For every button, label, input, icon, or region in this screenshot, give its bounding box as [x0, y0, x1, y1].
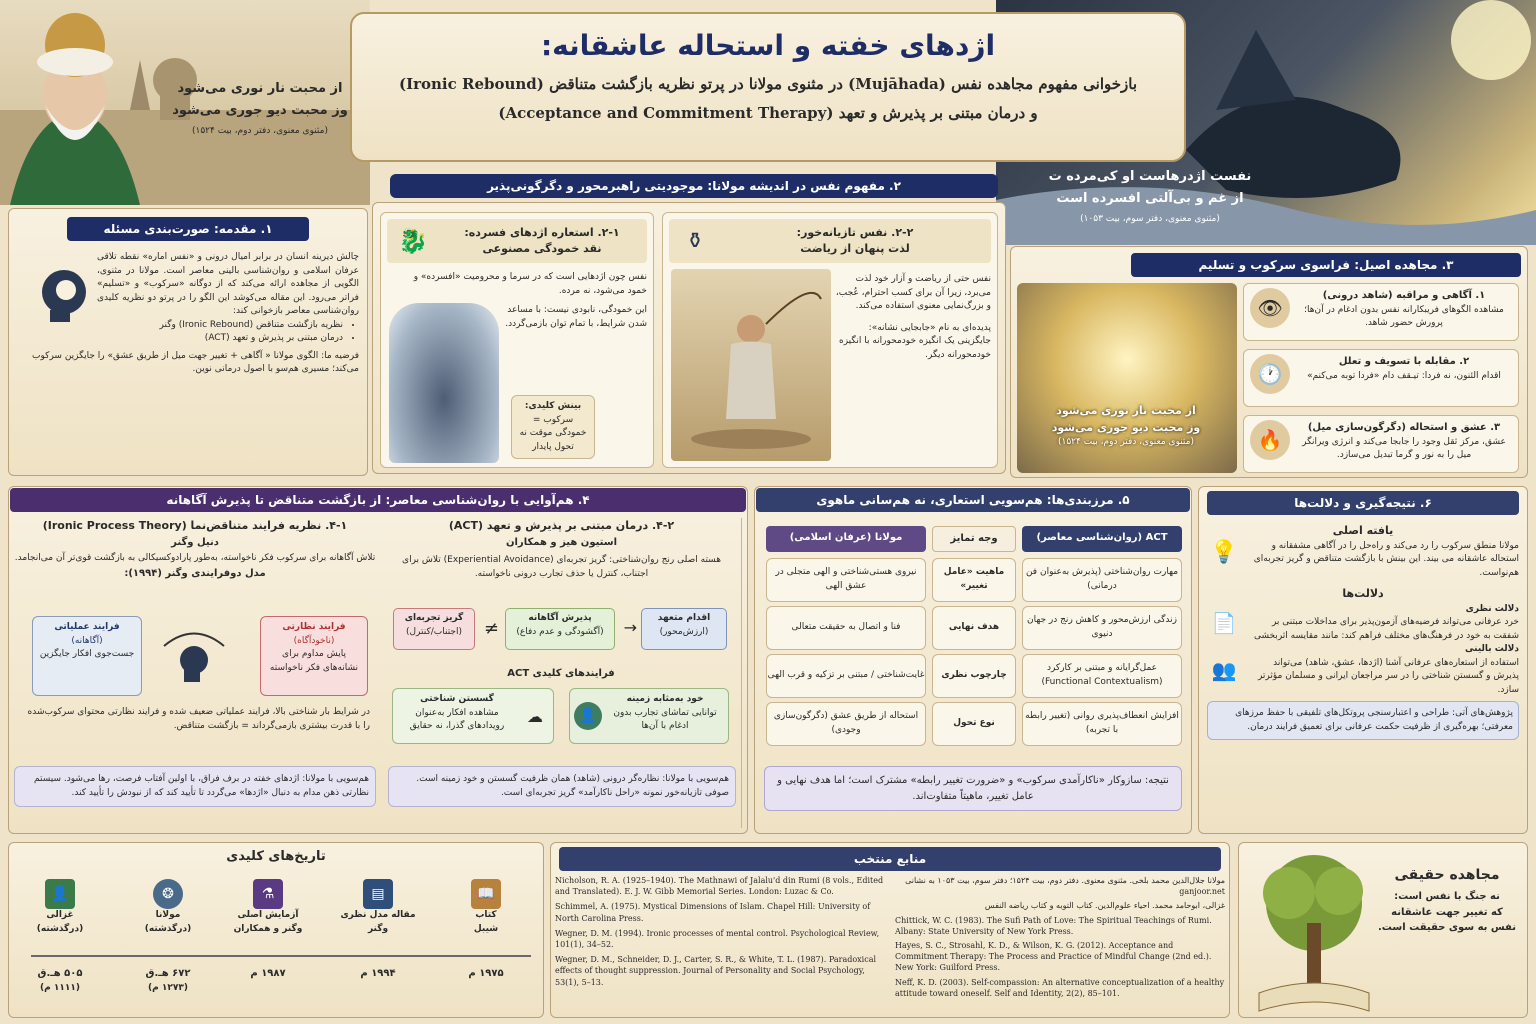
ironic-title2: دنیل وگنر	[171, 536, 219, 548]
reference-item: Wegner, D. M. (1994). Ironic processes of mental control. Psychological Review, 101(1), 34–52.	[555, 928, 880, 949]
left-quote-ref: (مثنوی معنوی، دفتر دوم، بیت ۱۵۲۴)	[192, 126, 328, 137]
table-row	[762, 654, 1182, 698]
operating-text: جست‌جوی افکار جایگزین	[39, 649, 135, 659]
cell-rumi: فنا و اتصال به حقیقت متعالی	[766, 606, 926, 650]
journal-icon: ▤	[363, 879, 393, 909]
self-as-context-box	[569, 688, 729, 744]
event-date: ۶۷۲ هـ.ق	[145, 968, 191, 979]
person-icon: 👤	[45, 879, 75, 909]
clock-icon: 🕐	[1250, 354, 1290, 394]
event-label: مولانا	[155, 910, 181, 920]
cell-rumi: استحاله از طریق عشق (دگرگون‌سازی وجودی)	[766, 702, 926, 746]
closing-line2: که تغییر جهت عاشقانه	[1391, 906, 1503, 918]
card-whipped-text1: نفس حتی از ریاضت و آزار خود لذت می‌برد، زیرا آن برای کسب احترام، عُجب، و بزرگ‌نمایی معنوی استفاده می‌کند.	[835, 274, 991, 311]
operating-process-box	[32, 616, 142, 696]
monitoring-text: پایش مداوم برای نشانه‌های فکر ناخواسته	[269, 649, 359, 673]
timeline-event	[451, 879, 521, 982]
page-subtitle-1: بازخوانی مفهوم مجاهده نفس (Mujāhada) در مثنوی مولانا در پرتو نظریه بازگشت متناقض (Ironic Rebound)	[398, 75, 1138, 94]
self-context-title: خود به‌مثابه زمینه	[626, 694, 704, 704]
finding-text: مولانا منطق سرکوب را رد می‌کند و راه‌حل را در آگاهی مشفقانه و استحاله عاشقانه می بیند. این بینش با بازگشت متناقض و گریز تجربه‌ای هم‌نواست.	[1253, 540, 1519, 578]
cell-act: عمل‌گرایانه و مبتنی بر کارکرد (Functional Contextualism)	[1022, 654, 1182, 698]
boundaries-conclusion: نتیجه: سازوکار «ناکارآمدی سرکوب» و «ضرورت تغییر رابطه» مشترک است؛ اما هدف نهایی و عامل تغییر، ماهیتاً متفاوت‌اند.	[764, 766, 1182, 811]
implications-title: دلالت‌ها	[1342, 587, 1384, 600]
thought-cloud-icon: ☁	[527, 706, 543, 726]
card-whipped-self	[662, 212, 998, 468]
list-item: • درمان مبتنی بر پذیرش و تعهد (ACT)	[17, 332, 343, 346]
act-title1: ۴-۲. درمان مبتنی بر پذیرش و تعهد (ACT)	[448, 519, 675, 532]
defusion-box	[392, 688, 554, 744]
cell-rumi: نیروی هستی‌شناختی و الهی متجلی در عشق الهی	[766, 558, 926, 602]
step-love	[1243, 415, 1519, 473]
cell-act: مهارت روان‌شناختی (پذیرش به‌عنوان فن درمانی)	[1022, 558, 1182, 602]
section-intro-title: ۱. مقدمه: صورت‌بندی مسئله	[67, 217, 309, 241]
ironic-conclusion: در شرایط بار شناختی بالا، فرایند عملیاتی ضعیف شده و فرایند نظارتی محتوای سرکوب‌شده را با قدرت بیشتری بازمی‌گرداند = بازگشت متناقض.	[27, 707, 370, 731]
card-frozen-title2: نقد خمودگی مصنوعی	[482, 242, 602, 255]
clinical-text: استفاده از استعاره‌های عرفانی آشنا (اژدها، عشق، شاهد) می‌تواند پذیرش و گسستن شناختی را در سر مراجعان ایرانی و مسلمان مؤثرتر سازد.	[1257, 657, 1519, 695]
cell-act: زندگی ارزش‌محور و کاهش رنج در جهان دنیوی	[1022, 606, 1182, 650]
timeline-event	[133, 879, 203, 995]
head-arrows-icon	[154, 626, 234, 686]
finding-title: یافته اصلی	[1332, 524, 1394, 537]
right-quote	[1040, 166, 1260, 224]
timeline-event	[338, 879, 418, 982]
commitment-box	[641, 608, 727, 650]
event-date: ۵۰۵ هـ.ق	[37, 968, 83, 979]
reference-item-fa: غزالی، ابوحامد محمد. احیاء علوم‌الدین. کتاب التوبه و کتاب ریاضه النفس	[984, 901, 1225, 911]
intro-hypothesis: فرضیه ما: الگوی مولانا « آگاهی + تغییر جهت میل از طریق عشق» را جایگزین سرکوب می‌کند؛ مسیری هم‌سو با اصول درمانی نوین.	[32, 350, 359, 374]
monitoring-title: فرایند نظارتی	[282, 622, 346, 632]
mujahada-quote-line2: وز محبت دیو جوری می‌شود	[1051, 420, 1201, 434]
defusion-text: مشاهده افکار به‌عنوان رویدادهای گذرا، نه حقایق	[409, 707, 505, 731]
self-context-text: توانایی تماشای تجارب بدون ادغام با آن‌ها	[613, 707, 717, 731]
left-quote-line1: از محبت نار نوری می‌شود	[177, 81, 343, 96]
event-date2: (۱۱۱۱ م)	[40, 982, 80, 993]
closing-title: مجاهده حقیقی	[1394, 867, 1500, 883]
ascetic-illustration	[671, 269, 831, 461]
eye-icon: 👁	[1250, 288, 1290, 328]
head-brain-icon	[29, 259, 99, 329]
act-title2: استیون هیز و همکاران	[505, 536, 618, 548]
acceptance-box	[505, 608, 615, 650]
section-intro	[8, 208, 368, 476]
table-row	[762, 558, 1182, 602]
dragon-head-icon: 🐉	[398, 227, 428, 255]
closing-text	[1377, 867, 1517, 936]
not-equal-icon: ≠	[483, 618, 499, 639]
right-quote-line2: از غم و بی‌آلتی افسرده است	[1056, 191, 1244, 207]
col-act-header: ACT (روان‌شناسی معاصر)	[1022, 526, 1182, 552]
lab-icon: ⚗	[253, 879, 283, 909]
lamp-icon: ⚱	[685, 228, 705, 254]
reference-item: Chittick, W. C. (1983). The Sufi Path of Love: The Spiritual Teachings of Rumi. Albany: State University of New York Press.	[895, 915, 1212, 936]
event-sub: وگنر	[367, 923, 389, 934]
cell-rumi: غایت‌شناختی / مبتنی بر تزکیه و قرب الهی	[766, 654, 926, 698]
insight-title: بینش کلیدی:	[524, 401, 582, 411]
ironic-text: تلاش آگاهانه برای سرکوب فکر ناخواسته، به‌طور پارادوکسیکالی به بازگشت قوی‌تر آن می‌انجامد.	[14, 553, 376, 563]
section-contemporary-title: ۴. هم‌آوایی با روان‌شناسی معاصر: از بازگشت متناقض تا پذیرش آگاهانه	[10, 488, 746, 512]
document-search-icon: 📄	[1211, 610, 1237, 635]
tree-book-illustration	[1239, 843, 1389, 1018]
step-title: ۲. مقابله با تسویف و تعلل	[1338, 356, 1470, 367]
card-whipped-text2: پدیده‌ای به نام «جابجایی نشانه»: جایگزینی یک انگیزه خودمحورانه با انگیزه خودمحورانه دیگر.	[838, 322, 991, 360]
timeline-event	[25, 879, 95, 995]
lightbulb-icon: 💡	[1210, 539, 1238, 565]
right-quote-line1: نفست اژدرهاست او کی‌مرده ت	[1048, 169, 1252, 184]
section-self-title: ۲. مفهوم نفس در اندیشه مولانا: موجودیتی راهبرمحور و دگرگونی‌پذیر	[390, 174, 998, 198]
card-whipped-title2: لذت پنهان از ریاضت	[800, 242, 910, 255]
ironic-model: مدل دوفرایندی وگنر (۱۹۹۴):	[124, 567, 266, 579]
right-quote-ref: (مثنوی معنوی، دفتر سوم، بیت ۱۰۵۳)	[1080, 214, 1220, 225]
reference-item-fa: مولانا جلال‌الدین محمد بلخی. مثنوی معنوی. دفتر دوم، بیت ۱۵۲۴؛ دفتر سوم، بیت ۱۰۵۳ به نشانی ganjoor.net	[905, 876, 1225, 897]
section-conclusion	[1198, 486, 1528, 834]
section-mujahada	[1010, 246, 1528, 478]
mujahada-quote-ref: (مثنوی معنوی، دفتر دوم، بیت ۱۵۲۴)	[1058, 437, 1194, 447]
act-column	[382, 518, 742, 828]
cell-act: افزایش انعطاف‌پذیری روانی (تغییر رابطه با تجربه)	[1022, 702, 1182, 746]
cell-aspect: نوع تحول	[932, 702, 1016, 746]
event-date2: (۱۲۷۳ م)	[148, 982, 188, 993]
col-rumi-header: مولانا (عرفان اسلامی)	[766, 526, 926, 552]
avoidance-title: گریز تجربه‌ای	[404, 613, 464, 623]
commitment-sub: (ارزش‌محور)	[659, 626, 709, 637]
page-subtitle-2: و درمان مبتنی بر پذیرش و تعهد (Acceptance and Commitment Therapy)	[498, 104, 1038, 123]
closing-line1: نه جنگ با نفس است:	[1394, 891, 1500, 902]
intro-paragraph: چالش دیرینه انسان در برابر امیال درونی و «نفس اماره» نقطه تلاقی عرفان اسلامی و روان‌شناسی بالینی معاصر است. مولانا در مثنوی، الگویی از مجاهده ارائه می‌کند که از دوگانه «سرکوب» و «تسلیم» فراتر می‌رود. این مقاله می‌کوشد این الگو را در پرتو دو نظریه کلیدی روان‌شناسی معاصر بازخوانی کند:	[97, 252, 359, 316]
acceptance-sub: (آگشودگی و عدم دفاع)	[516, 626, 604, 637]
flame-icon: 🔥	[1250, 420, 1290, 460]
ironic-process-column	[14, 518, 376, 828]
globe-icon: ❂	[153, 879, 183, 909]
theory-title: دلالت نظری	[1465, 603, 1519, 614]
avoidance-box	[393, 608, 475, 650]
operating-title: فرایند عملیاتی	[54, 622, 120, 632]
event-sub: (درگذشته)	[144, 923, 192, 934]
step-title: ۳. عشق و استحاله (دگرگون‌سازی میل)	[1307, 422, 1501, 433]
defusion-title: گسستن شناختی	[420, 694, 494, 704]
step-awareness	[1243, 283, 1519, 341]
mujahada-quote	[1021, 403, 1231, 450]
card-frozen-text2: این خمودگی، نابودی نیست: با مساعد شدن شرایط، با تمام توان بازمی‌گردد.	[505, 305, 647, 329]
reference-item: Hayes, S. C., Strosahl, K. D., & Wilson, K. G. (2012). Acceptance and Commitment Therapy: The Process and Practice of Mindful Change (2nd ed.). New York: Guilford Press.	[895, 940, 1212, 973]
frozen-dragon-illustration	[389, 303, 499, 463]
insight-text: سرکوب = خمودگی موقت نه تحول پایدار	[519, 414, 587, 452]
step-text: اقدام الئنون، نه فردا: تیـقف دام «فردا توبه می‌کنم»	[1307, 370, 1501, 381]
section-boundaries-title: ۵. مرزبندی‌ها: هم‌سویی استعاری، نه هم‌سانی ماهوی	[756, 488, 1190, 512]
act-text: هسته اصلی رنج روان‌شناختی: گریز تجربه‌ای (Experiential Avoidance) تلاش برای اجتناب، کنترل یا حذف تجارب درونی ناخواسته.	[402, 555, 721, 579]
closing-line3: نفس به سوی حقیقت است.	[1377, 922, 1517, 933]
step-title: ۱. آگاهی و مراقبه (شاهد درونی)	[1322, 290, 1486, 301]
commitment-title: اقدام متعهد	[657, 613, 711, 623]
ironic-title1: ۴-۱. نظریه فرایند متناقض‌نما (Ironic Process Theory)	[42, 519, 348, 532]
card-whipped-title1: ۲-۲. نفس تازیانه‌خور:	[796, 225, 914, 239]
reference-item: Wegner, D. M., Schneider, D. J., Carter, S. R., & White, T. L. (1987). Paradoxical effects of thought suppression. Journal of Personality and Social Psychology, 53(1), 5–13.	[555, 955, 877, 987]
reference-item: Neff, K. D. (2003). Self-compassion: An alternative conceptualization of a healthy attitude toward oneself. Self and Identity, 2(2), 85–101.	[895, 977, 1225, 998]
insight-box	[511, 395, 595, 459]
people-icon: 👥	[1211, 658, 1237, 682]
references-panel	[550, 842, 1230, 1018]
event-sub: شیبل	[473, 923, 499, 934]
cell-aspect: هدف نهایی	[932, 606, 1016, 650]
closing-panel	[1238, 842, 1528, 1018]
left-quote	[165, 78, 355, 136]
mujahada-quote-line1: از محبت نار نوری می‌شود	[1056, 404, 1196, 417]
monitoring-process-box	[260, 616, 368, 696]
comparison-table	[762, 526, 1182, 750]
table-row	[762, 702, 1182, 746]
event-date: ۱۹۸۷ م	[250, 968, 286, 979]
list-item: • نظریه بازگشت متناقض (Ironic Rebound) وگنر	[17, 319, 343, 333]
references-title: منابع منتخب	[559, 847, 1221, 871]
timeline-panel	[8, 842, 544, 1018]
ironic-rumi-note: هم‌سویی با مولانا: اژدهای خفته در برف فراق، با اولین آفتاب فرصت، رها می‌شود. سیستم نظارتی ذهن مدام به دنبال «اژدها» می‌گردد تا تأیید کند که از نبودش را تأیید کند.	[14, 766, 376, 807]
cell-aspect: چارچوب نظری	[932, 654, 1016, 698]
cell-aspect: ماهیت «عامل تغییر»	[932, 558, 1016, 602]
avoidance-sub: (اجتناب/کنترل)	[406, 626, 462, 637]
event-sub: (درگذشته)	[36, 923, 84, 934]
step-text: مشاهده الگوهای فریبکارانه نفس بدون ادغام در آن‌ها؛ پرورش حضور شاهد.	[1304, 304, 1504, 328]
section-conclusion-title: ۶. نتیجه‌گیری و دلالت‌ها	[1207, 491, 1519, 515]
arrow-right-icon: →	[623, 618, 637, 637]
operating-sub: (آگاهانه)	[71, 635, 103, 646]
act-processes-title: فرایندهای کلیدی ACT	[507, 668, 615, 679]
clinical-title: دلالت بالینی	[1465, 644, 1519, 654]
book-icon: 📖	[471, 879, 501, 909]
event-label: مقاله مدل نظری	[340, 910, 416, 920]
section-mujahada-title: ۳. مجاهده اصیل: فراسوی سرکوب و تسلیم	[1131, 253, 1521, 277]
event-label: کتاب	[475, 910, 497, 920]
event-date: ۱۹۷۵ م	[468, 968, 504, 979]
card-frozen-text1: نفس چون اژدهایی است که در سرما و محرومیت «افسرده» و خمود می‌شود، نه مرده.	[413, 272, 647, 296]
timeline-title: تاریخ‌های کلیدی	[226, 849, 326, 864]
left-quote-line2: وز محبت دیو جوری می‌شود	[172, 103, 348, 119]
table-row	[762, 606, 1182, 650]
event-date: ۱۹۹۴ م	[360, 968, 396, 979]
theory-text: خرد عرفانی می‌تواند فرضیه‌های آزمون‌پذیر برای مداخلات مبتنی بر شفقت به خود در فرهنگ‌های مختلف فراهم کند: مانند مقایسه اثربخشی	[1253, 617, 1519, 641]
reference-item: Nicholson, R. A. (1925–1940). The Mathnawi of Jalalu'd din Rumi (8 vols., Edited and Translated). E. J. W. Gibb Memorial Series. London: Luzac & Co.	[555, 876, 884, 897]
person-icon: 👤	[574, 702, 602, 730]
event-sub: وگنر و همکاران	[233, 923, 303, 934]
timeline-event	[225, 879, 311, 982]
event-label: غزالی	[46, 910, 74, 920]
step-text: عشق، مرکز ثقل وجود را جابجا می‌کند و انرژی ویرانگر میل را به نور و گرما تبدیل می‌سازد.	[1302, 436, 1506, 460]
act-rumi-note: هم‌سویی با مولانا: نظاره‌گر درونی (شاهد) همان ظرفیت گسستن و خود زمینه است. صوفی تازیانه‌خور نمونه «راحل ناکارآمد» گریز تجربه‌ای است.	[388, 766, 736, 807]
reference-item: Schimmel, A. (1975). Mystical Dimensions of Islam. Chapel Hill: University of North Carolina Press.	[555, 902, 871, 923]
step-procrastination	[1243, 349, 1519, 407]
future-research: پژوهش‌های آتی: طراحی و اعتبارسنجی پروتکل‌های تلفیقی با حفظ مرزهای معرفتی؛ بهره‌گیری از ظرفیت حکمت عرفانی برای تعمیق فرایند درمان.	[1207, 701, 1519, 740]
acceptance-title: پذیرش آگاهانه	[528, 613, 592, 623]
col-aspect-header: وجه تمایز	[932, 526, 1016, 552]
card-frozen-title1: ۲-۱. استعاره اژدهای فسرده:	[464, 225, 620, 239]
card-frozen-dragon	[380, 212, 654, 468]
monitoring-sub: (ناخودآگاه)	[293, 635, 335, 646]
page-title: اژدهای خفته و استحاله عاشقانه:	[540, 29, 996, 62]
event-label: آزمایش اصلی	[237, 910, 299, 920]
title-panel	[350, 12, 1186, 162]
